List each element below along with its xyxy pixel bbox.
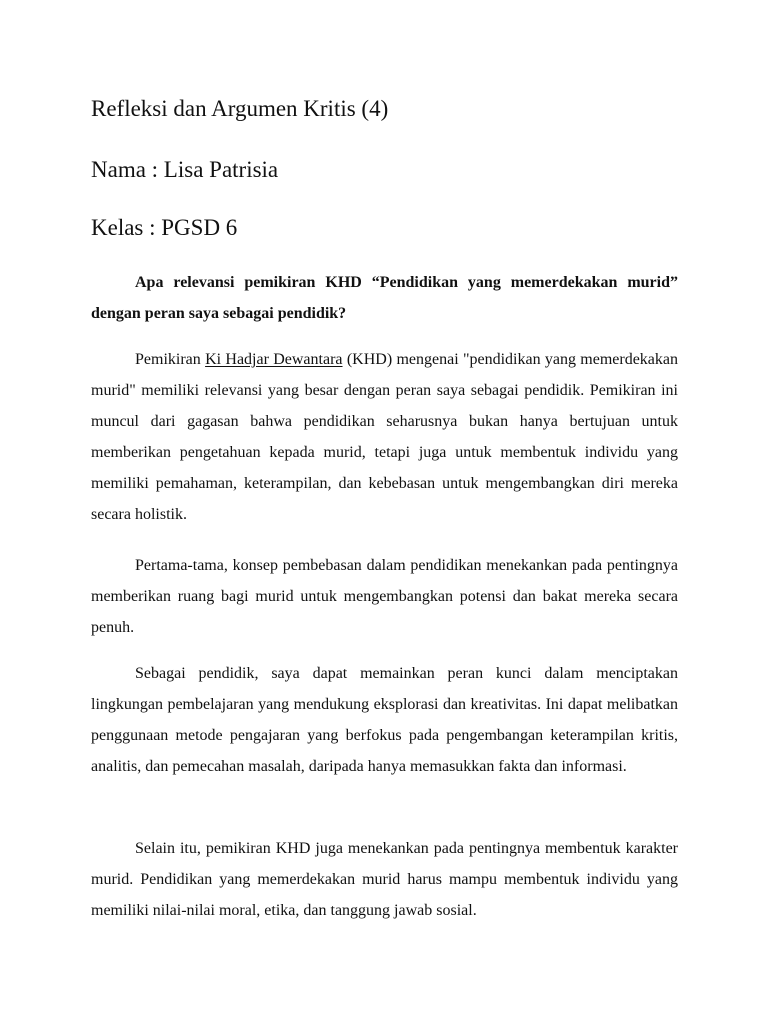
paragraph-4: Selain itu, pemikiran KHD juga menekankan pada pentingnya membentuk karakter murid. Pendidikan yang memerdekakan murid harus mampu membentuk individu yang memiliki nilai-nilai moral, etika, dan tanggung jawab sosial. (91, 840, 678, 919)
paragraph-1 (91, 344, 678, 530)
document-title: Refleksi dan Argumen Kritis (4) (91, 96, 389, 121)
paragraph-2: Pertama-tama, konsep pembebasan dalam pendidikan menekankan pada pentingnya memberikan ruang bagi murid untuk mengembangkan potensi dan bakat mereka secara penuh. (91, 557, 678, 636)
reflection-question: Apa relevansi pemikiran KHD “Pendidikan yang memerdekakan murid” dengan peran saya sebagai pendidik? (91, 274, 678, 322)
ki-hadjar-dewantara-link[interactable]: Ki Hadjar Dewantara (205, 351, 343, 368)
student-name: Nama : Lisa Patrisia (91, 157, 279, 182)
paragraph-3: Sebagai pendidik, saya dapat memainkan peran kunci dalam menciptakan lingkungan pembelajaran yang mendukung eksplorasi dan kreativitas. Ini dapat melibatkan penggunaan metode pengajaran yang berfokus pada pengembangan keterampilan kritis, analitis, dan pemecahan masalah, daripada hanya memasukkan fakta dan informasi. (91, 665, 678, 775)
student-class: Kelas : PGSD 6 (91, 215, 238, 240)
paragraph-1-rest: (KHD) mengenai "pendidikan yang memerdekakan murid" memiliki relevansi yang besar dengan peran saya sebagai pendidik. Pemikiran ini muncul dari gagasan bahwa pendidikan seharusnya bukan hanya bertujuan untuk memberikan pengetahuan kepada murid, tetapi juga untuk membentuk individu yang memiliki pemahaman, keterampilan, dan kebebasan untuk mengembangkan diri mereka secara holistik. (91, 351, 679, 523)
paragraph-1-lead: Pemikiran (135, 351, 206, 368)
